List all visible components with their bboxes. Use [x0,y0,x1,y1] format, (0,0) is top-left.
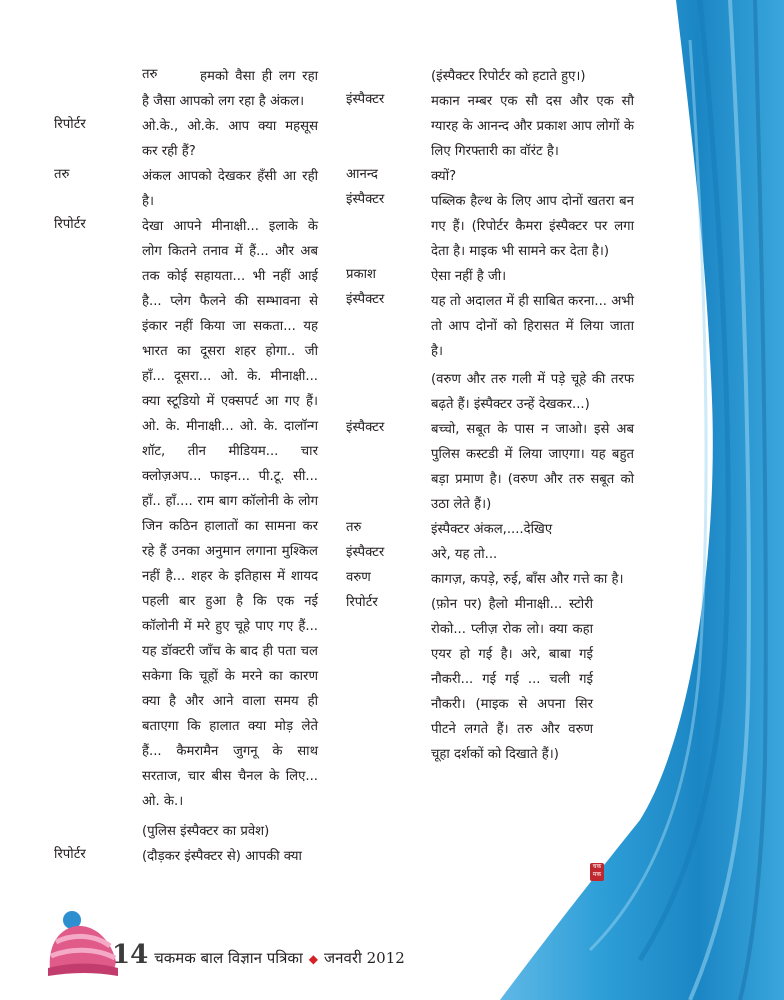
stage-direction-text: (पुलिस इंस्पैक्टर का प्रवेश) [142,824,270,839]
dialogue-entry [0,214,330,814]
speaker-name: रिपोर्टर [54,117,86,132]
dialogue-entry [340,189,640,264]
dialogue-text: मकान नम्बर एक सौ दस और एक सौ ग्यारह के आनन्द और प्रकाश आप लोगों के लिए गिरफ्तारी का वॉरंट है। [431,94,634,159]
dialogue-entry [340,164,640,189]
speaker-name: इंस्पैक्टर [346,92,385,107]
issue-date: जनवरी 2012 [324,949,405,967]
left-column [0,64,330,869]
speaker-name: तरु [142,67,158,82]
speaker-name: इंस्पैक्टर [346,192,385,207]
speaker-name: रिपोर्टर [346,595,378,610]
dialogue-entry [340,542,640,567]
dialogue-entry [340,567,640,592]
speaker-name: रिपोर्टर [54,217,86,232]
dialogue-text: अंकल आपको देखकर हँसी आ रही है। [142,169,318,209]
stage-direction [340,64,640,89]
dialogue-entry [0,164,330,214]
speaker-name: वरुण [346,570,371,585]
dialogue-text: ऐसा नहीं है जी। [431,269,507,284]
speaker-name: इंस्पैक्टर [346,292,385,307]
dialogue-text: कागज़, कपड़े, रुई, बाँस और गत्ते का है। [431,572,624,587]
stage-direction-text: (इंस्पैक्टर रिपोर्टर को हटाते हुए।) [431,69,586,84]
speaker-name: इंस्पैक्टर [346,545,385,560]
dialogue-text: बच्चो, सबूत के पास न जाओ। इसे अब पुलिस कस्टडी में लिया जाएगा। यह बहुत बड़ा प्रमाण है। (वरुण और तरु सबूत को उठा लेते हैं।) [431,422,634,512]
dialogue-text: देखा आपने मीनाक्षी... इलाके के लोग कितने तनाव में हैं... और अब तक कोई सहायता... भी नहीं आई है... प्लेग फैलने की सम्भावना से इंकार नहीं किया जा सकता... यह भारत का दूसरा शहर होगा.. जी हाँ... दूसरा... ओ. के. मीनाक्षी... क्या स्टूडियो में एक्सपर्ट आ गए हैं। ओ. के. मीनाक्षी... ओ. के. दालॉन्ग शॉट, तीन मीडियम... चार क्लोज़अप... फाइन... पी.टू. सी... हाँ.. हाँ.... राम बाग कॉलोनी के लोग जिन कठिन हालातों का सामना कर रहे हैं उनका अनुमान लगाना मुश्किल नहीं है... शहर के इतिहास में शायद पहली बार हुआ है कि एक नई कॉलोनी में मरे हुए चूहे पाए गए हैं... यह डॉक्टरी जाँच के बाद ही पता चल सकेगा कि चूहों के मरने का कारण क्या है और आने वाला समय ही बताएगा कि हालात क्या मोड़ लेते हैं... कैमरामैन जुगनू के साथ सरताज, चार बीस चैनल के लिए... ओ. के.। [142,219,318,809]
dialogue-entry [340,517,640,542]
dialogue-entry [340,592,640,767]
dialogue-text: पब्लिक हैल्थ के लिए आप दोनों खतरा बन गए हैं। (रिपोर्टर कैमरा इंस्पैक्टर पर लगा देता है। माइक भी सामने कर देता है।) [431,194,634,259]
speaker-name: इंस्पैक्टर [346,420,385,435]
dialogue-entry [340,264,640,289]
page-number: 14 [112,940,149,970]
dialogue-text: इंस्पैक्टर अंकल,....देखिए [431,522,553,537]
page-footer [112,940,405,970]
dialogue-text: ओ.के., ओ.के. आप क्या महसूस कर रही हैं? [142,119,318,159]
logo-stamp: चक मक [590,863,604,881]
dialogue-entry [340,289,640,364]
dialogue-text: (फ़ोन पर) हैलो मीनाक्षी... स्टोरी रोको... प्लीज़ रोक लो। क्या कहा एयर हो गई है। अरे, बाबा गई नौकरी... गई गई ... चली गई नौकरी। (माइक से अपना सिर पीटने लगते हैं। तरु और वरुण चूहा दर्शकों को दिखाते हैं।) [431,597,593,762]
stage-direction [0,819,330,844]
speaker-name: तरु [346,520,362,535]
stage-direction [340,367,640,417]
dialogue-entry [0,64,330,114]
dialogue-entry [0,114,330,164]
dialogue-entry [340,89,640,164]
dialogue-entry [0,844,330,869]
magazine-name: चकमक बाल विज्ञान पत्रिका [154,949,303,967]
dialogue-entry [340,417,640,517]
right-column [340,64,640,767]
speaker-name: रिपोर्टर [54,847,86,862]
dialogue-text: क्यों? [431,169,457,184]
dialogue-text: हमको वैसा ही लग रहा है जैसा आपको लग रहा है अंकल। [142,69,318,109]
dialogue-text: यह तो अदालत में ही साबित करना... अभी तो आप दोनों को हिरासत में लिया जाता है। [431,294,634,359]
speaker-name: प्रकाश [346,267,377,282]
dialogue-text: (दौड़कर इंस्पैक्टर से) आपकी क्या [142,849,302,864]
stage-direction-text: (वरुण और तरु गली में पड़े चूहे की तरफ बढ़ते हैं। इंस्पैक्टर उन्हें देखकर...) [431,372,634,412]
speaker-name: तरु [54,167,70,182]
dialogue-text: अरे, यह तो... [431,547,498,562]
speaker-name: आनन्द [346,167,378,182]
diamond-icon: ◆ [308,952,319,966]
